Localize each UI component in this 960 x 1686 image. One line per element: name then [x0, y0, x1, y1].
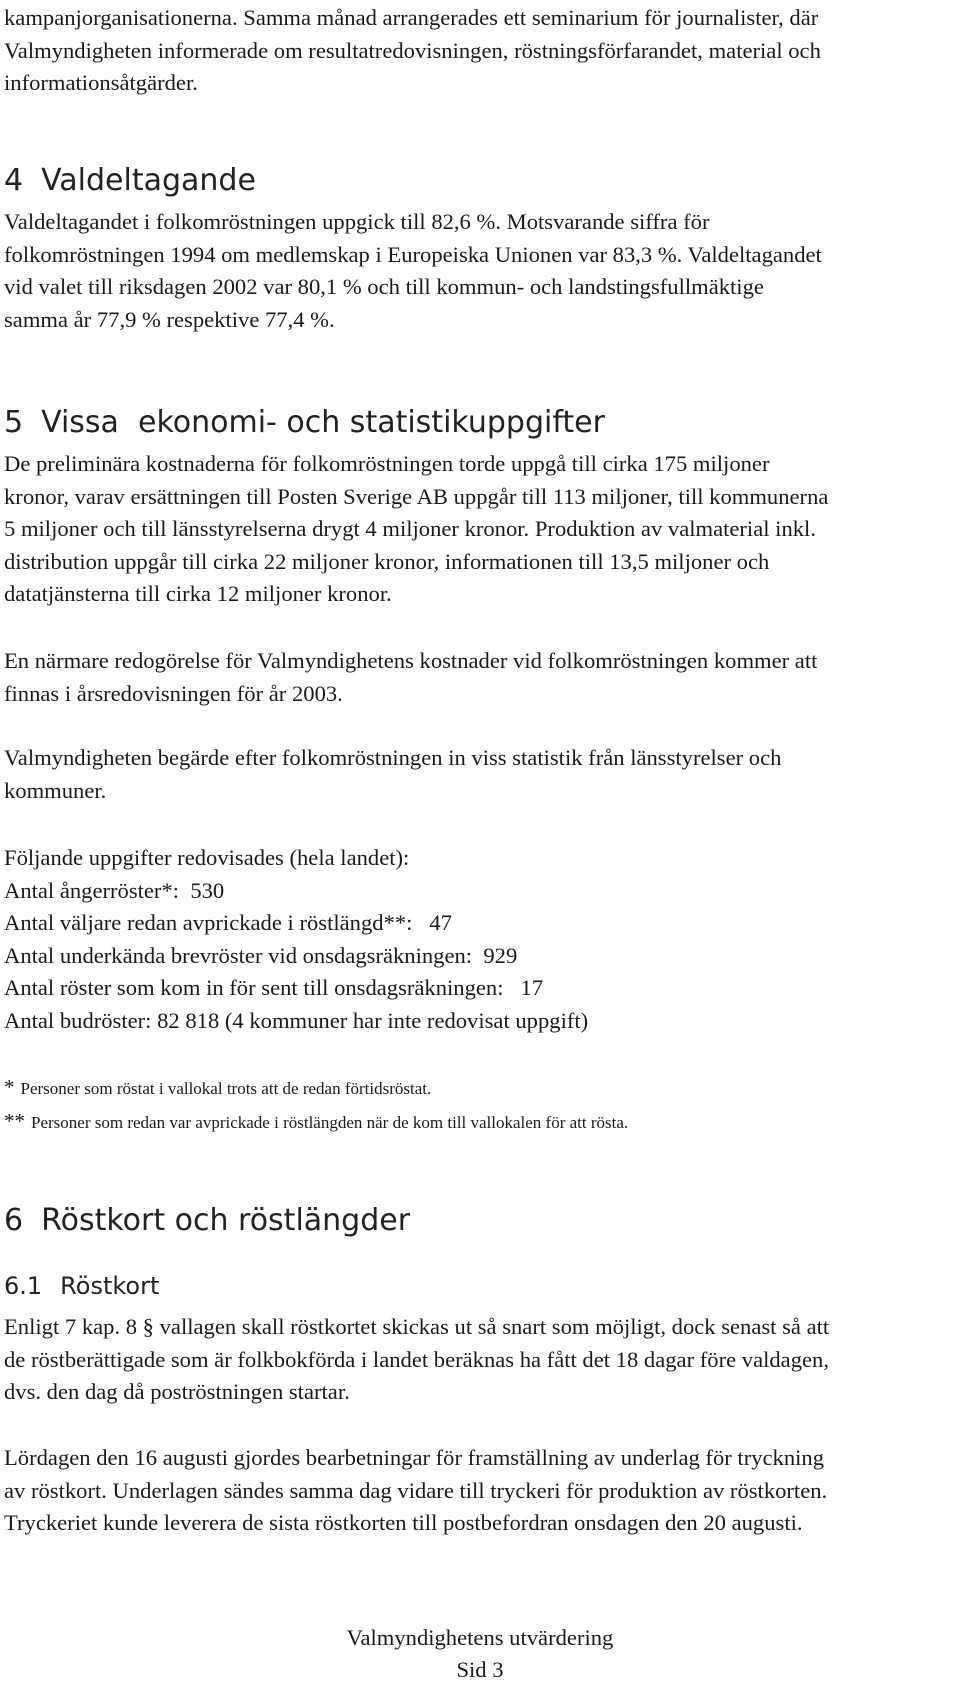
footnotes	[4, 1071, 956, 1139]
section-6-heading: 6 Röstkort och röstlängder	[4, 1203, 411, 1238]
statistics-item: Antal väljare redan avprickade i röstlängd**: 47	[4, 910, 452, 936]
section-6-1-heading: 6.1 Röstkort	[4, 1272, 160, 1300]
statistics-item: Antal ångerröster*: 530	[4, 877, 225, 903]
section-4-heading: 4 Valdeltagande	[4, 163, 256, 198]
section-6-1-paragraph-2: Lördagen den 16 augusti gjordes bearbetningar för framställning av underlag för tryckning av röstkort. Underlagen sändes samma dag vidare till tryckeri för produktion av röstkorten. Tryckeriet kunde leverera de sista röstkorten till postbefordran onsdagen den 20 augusti.	[4, 1445, 828, 1536]
statistics-item: Antal röster som kom in för sent till onsdagsräkningen: 17	[4, 975, 544, 1001]
section-4-paragraph: Valdeltagandet i folkomröstningen uppgick till 82,6 %. Motsvarande siffra för folkomröstningen 1994 om medlemskap i Europeiska Unionen var 83,3 %. Valdeltagandet vid valet till riksdagen 2002 var 80,1 % och till kommun- och landstingsfullmäktige samma år 77,9 % respektive 77,4 %.	[4, 209, 822, 332]
footnote: ** Personer som redan var avprickade i röstlängden när de kom till vallokalen för att rösta.	[4, 1109, 629, 1133]
statistics-item: Antal budröster: 82 818 (4 kommuner har inte redovisat uppgift)	[4, 1007, 589, 1033]
page-number: Sid 3	[456, 1657, 504, 1682]
section-5-paragraph-3: Valmyndigheten begärde efter folkomröstningen in viss statistik från länsstyrelser och kommuner.	[4, 745, 782, 803]
page-footer	[0, 1622, 960, 1686]
section-5-paragraph-2: En närmare redogörelse för Valmyndighetens kostnader vid folkomröstningen kommer att finnas i årsredovisningen för år 2003.	[4, 648, 818, 706]
section-5-heading: 5 Vissa ekonomi- och statistikuppgifter	[4, 405, 605, 440]
intro-paragraph: kampanjorganisationerna. Samma månad arrangerades ett seminarium för journalister, där Valmyndigheten informerade om resultatredovisningen, röstningsförfarandet, material och informationsåtgärder.	[4, 5, 821, 96]
footer-publication-title: Valmyndighetens utvärdering	[346, 1625, 614, 1650]
section-5-paragraph-1: De preliminära kostnaderna för folkomröstningen torde uppgå till cirka 175 miljoner kronor, varav ersättningen till Posten Sverige AB uppgår till 113 miljoner, till kommunerna 5 miljoner och till länsstyrelserna drygt 4 miljoner kronor. Produktion av valmaterial inkl. distribution uppgår till cirka 22 miljoner kronor, informationen till 13,5 miljoner och datatjänsterna till cirka 12 miljoner kronor.	[4, 451, 829, 607]
footnote: * Personer som röstat i vallokal trots att de redan förtidsröstat.	[4, 1075, 432, 1099]
statistics-item: Antal underkända brevröster vid onsdagsräkningen: 929	[4, 942, 518, 968]
statistics-intro: Följande uppgifter redovisades (hela landet):	[4, 845, 410, 870]
statistics-list	[4, 842, 956, 1038]
section-6-1-paragraph-1: Enligt 7 kap. 8 § vallagen skall röstkortet skickas ut så snart som möjligt, dock senast så att de röstberättigade som är folkbokförda i landet beräknas ha fått det 18 dagar före valdagen, dvs. den dag då poströstningen startar.	[4, 1314, 830, 1405]
